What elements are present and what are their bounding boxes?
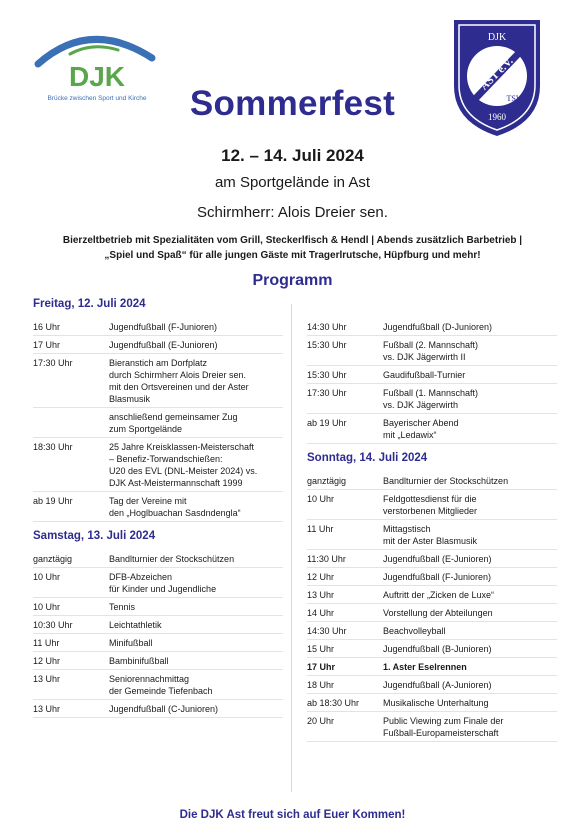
schedule-row: [307, 640, 557, 658]
program-title: Programm: [252, 272, 333, 289]
schedule-time: 20 Uhr: [307, 716, 335, 726]
schedule-description: Seniorennachmittag der Gemeinde Tiefenbach: [109, 674, 213, 696]
schedule-row: [307, 520, 557, 550]
day-gap: [307, 444, 557, 452]
schedule-row: [307, 384, 557, 414]
schedule-row: [307, 336, 557, 366]
schedule-time: 10 Uhr: [33, 572, 61, 582]
schedule-row: [33, 700, 283, 718]
schedule-row: [33, 438, 283, 492]
schedule-row: [307, 550, 557, 568]
schedule-description: Bandlturnier der Stockschützen: [109, 554, 235, 564]
schedule-time: 17:30 Uhr: [33, 358, 73, 368]
schedule-description: 25 Jahre Kreisklassen-Meisterschaft – Benefiz-Torwandschießen: U20 des EVL (DNL-Meister 2024) vs. DJK Ast-Meistermannschaft 1999: [109, 442, 258, 488]
schedule-description: Minifußball: [109, 638, 153, 648]
schedule-row: [307, 414, 557, 444]
schedule-time: 17 Uhr: [307, 662, 336, 672]
schedule-description: Jugendfußball (F-Junioren): [109, 322, 218, 332]
schedule-row: [307, 318, 557, 336]
schedule-row: [307, 622, 557, 640]
djk-logo-text: DJK: [68, 61, 126, 92]
schedule-time: 14:30 Uhr: [307, 626, 347, 636]
schedule-description: Leichtathletik: [109, 620, 162, 630]
schedule-time: 13 Uhr: [307, 590, 335, 600]
schedule-row: [307, 694, 557, 712]
schedule-row: [33, 568, 283, 598]
schedule-description: Bieranstich am Dorfplatz durch Schirmherr Alois Dreier sen. mit den Ortsvereinen und der Aster Blasmusik: [109, 358, 249, 404]
schedule-time: 11 Uhr: [33, 638, 60, 648]
schedule-description: Bandlturnier der Stockschützen: [383, 476, 509, 486]
shield-year-text: 1960: [488, 112, 506, 122]
event-dates: 12. – 14. Juli 2024: [221, 146, 364, 165]
schedule-time: ab 19 Uhr: [33, 496, 73, 506]
schedule-row: [33, 652, 283, 670]
schedule-row: [307, 472, 557, 490]
schedule-row: [33, 408, 283, 438]
schedule-row: [307, 676, 557, 694]
schedule-time: 10:30 Uhr: [33, 620, 73, 630]
schedule-time: 16 Uhr: [33, 322, 61, 332]
schedule-description: Gaudifußball-Turnier: [383, 370, 466, 380]
schedule-description: Fußball (1. Mannschaft) vs. DJK Jägerwirth: [383, 388, 479, 410]
shield-side-text: TSV: [506, 94, 522, 103]
schedule-time: 15 Uhr: [307, 644, 335, 654]
schedule-time: 12 Uhr: [307, 572, 335, 582]
schedule-time: 10 Uhr: [33, 602, 61, 612]
schedule-description: Musikalische Unterhaltung: [383, 698, 489, 708]
event-venue: am Sportgelände in Ast: [214, 174, 371, 191]
schedule-time: 11:30 Uhr: [307, 554, 346, 564]
page-title: Sommerfest: [189, 84, 396, 123]
schedule-time: 12 Uhr: [33, 656, 61, 666]
event-patron: Schirmherr: Alois Dreier sen.: [197, 204, 388, 221]
schedule-description: Beachvolleyball: [383, 626, 446, 636]
schedule-row: [307, 604, 557, 622]
schedule-description: anschließend gemeinsamer Zug zum Sportgelände: [109, 412, 238, 434]
schedule-time: 15:30 Uhr: [307, 370, 347, 380]
schedule-row: [33, 670, 283, 700]
schedule-description: Jugendfußball (C-Junioren): [109, 704, 219, 714]
schedule-time: 15:30 Uhr: [307, 340, 347, 350]
schedule-description: Jugendfußball (E-Junioren): [383, 554, 492, 564]
schedule-row: [307, 366, 557, 384]
schedule-time: 18 Uhr: [307, 680, 335, 690]
schedule-row: [307, 490, 557, 520]
schedule-description: DFB-Abzeichen für Kinder und Jugendliche: [109, 572, 217, 594]
schedule-row: [33, 634, 283, 652]
program-right-column: [307, 318, 557, 742]
schedule-description: Auftritt der „Zicken de Luxe“: [383, 590, 495, 600]
schedule-row: [33, 616, 283, 634]
footer-message: Die DJK Ast freut sich auf Euer Kommen!: [179, 809, 406, 821]
schedule-row: [33, 336, 283, 354]
schedule-description: Jugendfußball (A-Junioren): [383, 680, 492, 690]
schedule-time: 11 Uhr: [307, 524, 334, 534]
column-divider: [291, 304, 292, 792]
schedule-time: ganztägig: [307, 476, 347, 486]
schedule-row: [33, 318, 283, 336]
schedule-description: Fußball (2. Mannschaft) vs. DJK Jägerwirth II: [383, 340, 479, 362]
schedule-time: 13 Uhr: [33, 704, 61, 714]
program-left-column: [33, 298, 283, 718]
schedule-time: ganztägig: [33, 554, 73, 564]
schedule-description: Bayerischer Abend mit „Ledawix“: [383, 418, 459, 440]
schedule-time: 17 Uhr: [33, 340, 61, 350]
schedule-description: Public Viewing zum Finale der Fußball-Europameisterschaft: [383, 716, 504, 738]
schedule-row: [307, 658, 557, 676]
schedule-description: Vorstellung der Abteilungen: [383, 608, 493, 618]
info-text: [20, 233, 565, 263]
schedule-description: 1. Aster Eselrennen: [383, 662, 467, 672]
schedule-time: 10 Uhr: [307, 494, 335, 504]
day-gap: [33, 522, 283, 530]
schedule-description: Jugendfußball (B-Junioren): [383, 644, 492, 654]
schedule-row: [307, 568, 557, 586]
day-heading: Freitag, 12. Juli 2024: [33, 298, 146, 310]
schedule-row: [33, 598, 283, 616]
schedule-row: [33, 492, 283, 522]
info-line-1: Bierzeltbetrieb mit Spezialitäten vom Grill, Steckerlfisch & Hendl | Abends zusätzlich Barbetrieb |: [62, 235, 523, 246]
schedule-description: Tag der Vereine mit den „Hoglbuachan Sasdndengla“: [109, 496, 241, 518]
schedule-time: 18:30 Uhr: [33, 442, 73, 452]
schedule-description: Feldgottesdienst für die verstorbenen Mitglieder: [383, 494, 478, 516]
schedule-time: ab 19 Uhr: [307, 418, 347, 428]
shield-middle-text: AST e.V.: [478, 55, 516, 93]
schedule-description: Bambinifußball: [109, 656, 169, 666]
schedule-time: 14 Uhr: [307, 608, 335, 618]
schedule-row: [307, 586, 557, 604]
schedule-time: [33, 411, 109, 435]
shield-top-text: DJK: [487, 32, 507, 43]
schedule-description: Jugendfußball (F-Junioren): [383, 572, 492, 582]
schedule-description: Jugendfußball (D-Junioren): [383, 322, 493, 332]
schedule-time: 17:30 Uhr: [307, 388, 347, 398]
schedule-time: ab 18:30 Uhr: [307, 698, 360, 708]
day-heading: Samstag, 13. Juli 2024: [33, 530, 156, 542]
day-heading: Sonntag, 14. Juli 2024: [307, 452, 428, 464]
schedule-description: Mittagstisch mit der Aster Blasmusik: [383, 524, 478, 546]
schedule-row: [307, 712, 557, 742]
schedule-row: [33, 550, 283, 568]
info-line-2: „Spiel und Spaß“ für alle jungen Gäste mit Tragerlrutsche, Hüpfburg und mehr!: [104, 250, 481, 261]
schedule-description: Tennis: [109, 602, 136, 612]
schedule-row: [33, 354, 283, 408]
schedule-time: 14:30 Uhr: [307, 322, 347, 332]
schedule-description: Jugendfußball (E-Junioren): [109, 340, 218, 350]
djk-logo-tagline: Brücke zwischen Sport und Kirche: [47, 95, 147, 102]
schedule-time: 13 Uhr: [33, 674, 61, 684]
